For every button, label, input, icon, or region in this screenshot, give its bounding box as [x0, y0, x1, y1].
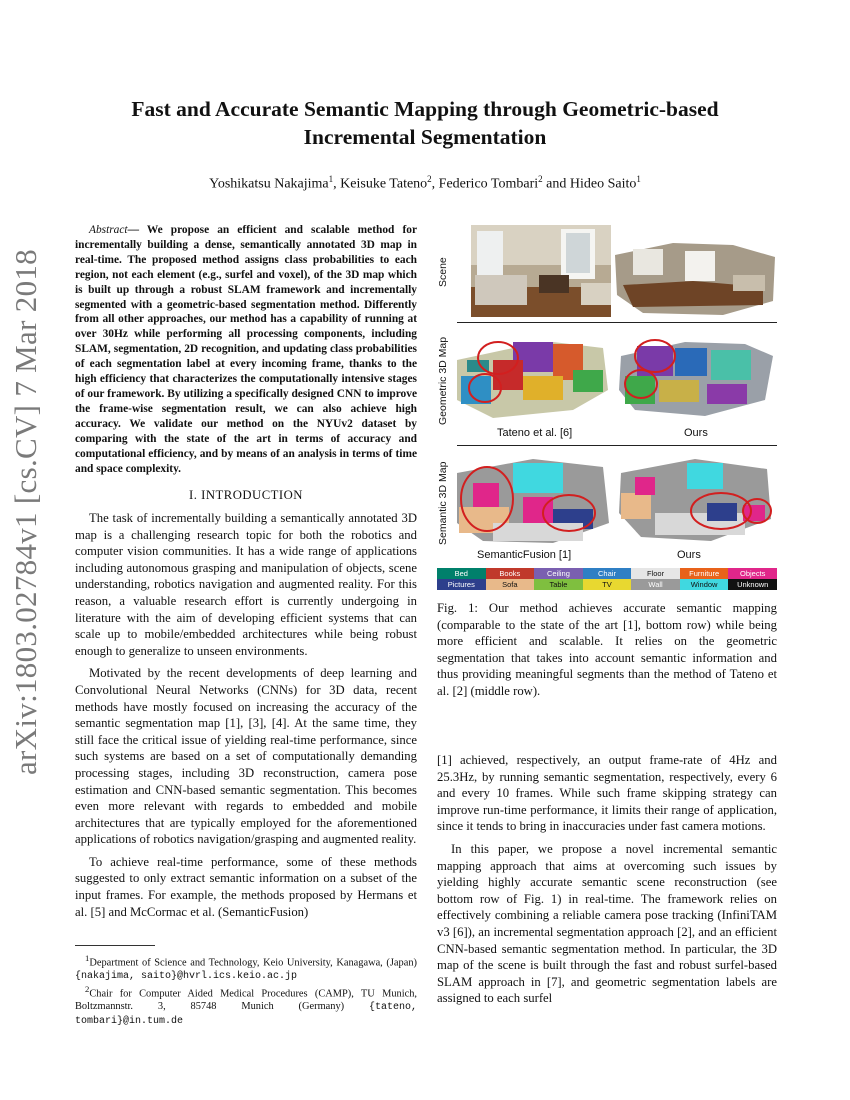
legend-item-floor: Floor: [631, 568, 680, 579]
footnote-rule: [75, 945, 155, 946]
legend-item-ceiling: Ceiling: [534, 568, 583, 579]
affiliation-mark: 2: [427, 174, 432, 184]
paper-title: [80, 95, 770, 151]
legend-item-sofa: Sofa: [486, 579, 535, 590]
abstract-label: Abstract: [89, 224, 128, 236]
abstract: [75, 223, 417, 476]
paragraph: [1] achieved, respectively, an output frame-rate of 4Hz and 25.3Hz, by running semantic segmentation, respectively, every 6 and every 10 frames. While such frame skipping strategy can improve run-time performance, it limits their range of application, since it tends to bring in inaccuracies under fast camera motions.: [437, 753, 777, 834]
author: Yoshikatsu Nakajima: [209, 176, 329, 192]
author: Keisuke Tateno: [340, 176, 428, 192]
figure-1: [437, 225, 777, 595]
label-tateno: Tateno et al. [6]: [497, 427, 573, 439]
legend-item-wall: Wall: [631, 579, 680, 590]
title-line-1: Fast and Accurate Semantic Mapping through Geometric-based: [131, 97, 719, 121]
legend-item-tv: TV: [583, 579, 632, 590]
author-list: Yoshikatsu Nakajima$^1$, Keisuke Tateno$^2$, Federico Tombari$^2$ and Hideo Saito$^1$: [209, 174, 641, 192]
author: Federico Tombari: [438, 176, 539, 192]
row-label-geometric: Geometric 3D Map: [437, 336, 449, 425]
section-heading: I. INTRODUCTION: [189, 488, 303, 502]
footnote-2-email[interactable]: {tateno, tombari}@in.tum.de: [75, 1002, 417, 1027]
legend-item-pictures: Pictures: [437, 579, 486, 590]
legend-item-table: Table: [534, 579, 583, 590]
label-ours-semantic: Ours: [677, 549, 701, 561]
paragraph: In this paper, we propose a novel incremental semantic mapping approach that aims at overcoming such issues by yielding highly accurate semantic scene reconstruction (see bottom row of Fig. 1) in real-time. The framework relies on effectively combining a reliable camera pose tracking (InfiniTAM v3 [6]), an incremental segmentation approach [2], and an efficient CNN-based semantic segmentation method. In particular, the 3D map of the scene is built through the fast and robust surfel-based SLAM approach in [7], and geometric segmentation labels are assigned to each surfel: [437, 841, 777, 1006]
row-label-scene: Scene: [437, 257, 449, 287]
abstract-text: — We propose an efficient and scalable method for incrementally building a dense, semantically annotated 3D map in real-time. The proposed method assigns class probabilities to each region, not each element (e.g., surfel and voxel), of the 3D map which is built up through a robust SLAM framework and incrementally segmented with a geometric-based segmentation method. Differently from all other approaches, our method has a capability of running at over 30Hz while performing all processing components, including SLAM, segmentation, 2D recognition, and updating class probabilities of each segmentation label at every incoming frame, thanks to the high efficiency that characterizes the computationally intensive stages of our framework. By utilizing a specifically designed CNN to improve the frame-wise segmentation result, we can also achieve high accuracy. We validate our method on the NYUv2 dataset by comparing with the state of the art in terms of accuracy and computational efficiency, and by means of an analysis in terms of time and space complexity.: [75, 224, 417, 475]
row-label-semantic: Semantic 3D Map: [437, 461, 449, 545]
author: Hideo Saito: [569, 176, 637, 192]
title-line-2: Incremental Segmentation: [303, 125, 547, 149]
footnote-1-email[interactable]: {nakajima, saito}@hvrl.ics.keio.ac.jp: [75, 970, 298, 982]
legend-item-furniture: Furniture: [680, 568, 729, 579]
legend-item-chair: Chair: [583, 568, 632, 579]
scene-image-left: [471, 225, 611, 317]
figure-caption: Fig. 1: Our method achieves accurate semantic mapping (comparable to the state of the art [1], bottom row) while being more efficient and scalable. It relies on the geometric segmentation that takes into account semantic information and thus providing meaningful segments than the method of Tateno et al. [2] (middle row).: [437, 601, 777, 698]
figure-divider: [457, 322, 777, 323]
label-semanticfusion: SemanticFusion [1]: [477, 549, 572, 561]
footnote-2: Chair for Computer Aided Medical Procedures (CAMP), TU Munich, Boltzmannstr. 3, 85748 Munich (Germany): [75, 988, 417, 1013]
class-legend: [437, 568, 777, 590]
semantic-map-right: [615, 453, 777, 548]
scene-image-right: [613, 235, 777, 317]
paragraph: The task of incrementally building a semantically annotated 3D map is a challenging research topic for both the robotics and computer vision communities. It has a wide range of applications including autonomous grasping and manipulation of objects, scene understanding, robotics navigation and augmented reality. For this reason, a valuable research effort is currently undergoing in literature with the aim of developing efficient systems that can scale up to mobile/embedded architectures while being robust enough to generalize to unseen environments.: [75, 511, 417, 658]
legend-item-objects: Objects: [728, 568, 777, 579]
label-ours-geometric: Ours: [684, 427, 708, 439]
right-column-body: [437, 752, 777, 1007]
semantic-map-left: [453, 453, 613, 548]
paragraph: Motivated by the recent developments of deep learning and Convolutional Neural Networks (CNNs) for 3D data, recent methods have mostly focused on increasing the accuracy of the semantic segmentation map [1], [3], [4]. At the same time, they still face the critical issue of yielding real-time performance, since such systems are based on a set of computationally demanding processing stages, including 3D reconstruction, camera pose estimation and CNN-based semantic segmentation. This becomes even more relevant with regards to embedded and mobile architectures that are typically employed for the aforementioned applications of robotics navigation/grasping and augmented reality.: [75, 666, 417, 847]
legend-item-window: Window: [680, 579, 729, 590]
geometric-map-left: [453, 330, 613, 425]
legend-item-books: Books: [486, 568, 535, 579]
left-column-body: [75, 510, 417, 920]
legend-item-unknown: Unknown: [728, 579, 777, 590]
figure-divider: [457, 445, 777, 446]
geometric-map-right: [615, 330, 777, 425]
paragraph: To achieve real-time performance, some of these methods suggested to only extract semantic information on a subset of the input frames. For example, the methods proposed by Hermans et al. [5] and McCormac et al. (SemanticFusion): [75, 854, 417, 919]
legend-item-bed: Bed: [437, 568, 486, 579]
affiliation-mark: 1: [328, 174, 334, 184]
affiliation-mark: 1: [636, 174, 641, 184]
footnote-1: Department of Science and Technology, Keio University, Kanagawa, (Japan): [89, 957, 417, 969]
affiliation-mark: 2: [538, 174, 543, 184]
arxiv-identifier: arXiv:1803.02784v1 [cs.CV] 7 Mar 2018: [8, 249, 43, 775]
footnotes: $^1$Department of Science and Technology, Keio University, Kanagawa, (Japan) {nakajima, saito}@hvrl.ics.keio.ac.jp $^2$Chair for Computer Aided Medical Procedures (CAMP), TU Munich, Boltzmannstr. 3, 85748 Munich (Germany) {tateno, tombari}@in.tum.de: [75, 953, 417, 1027]
